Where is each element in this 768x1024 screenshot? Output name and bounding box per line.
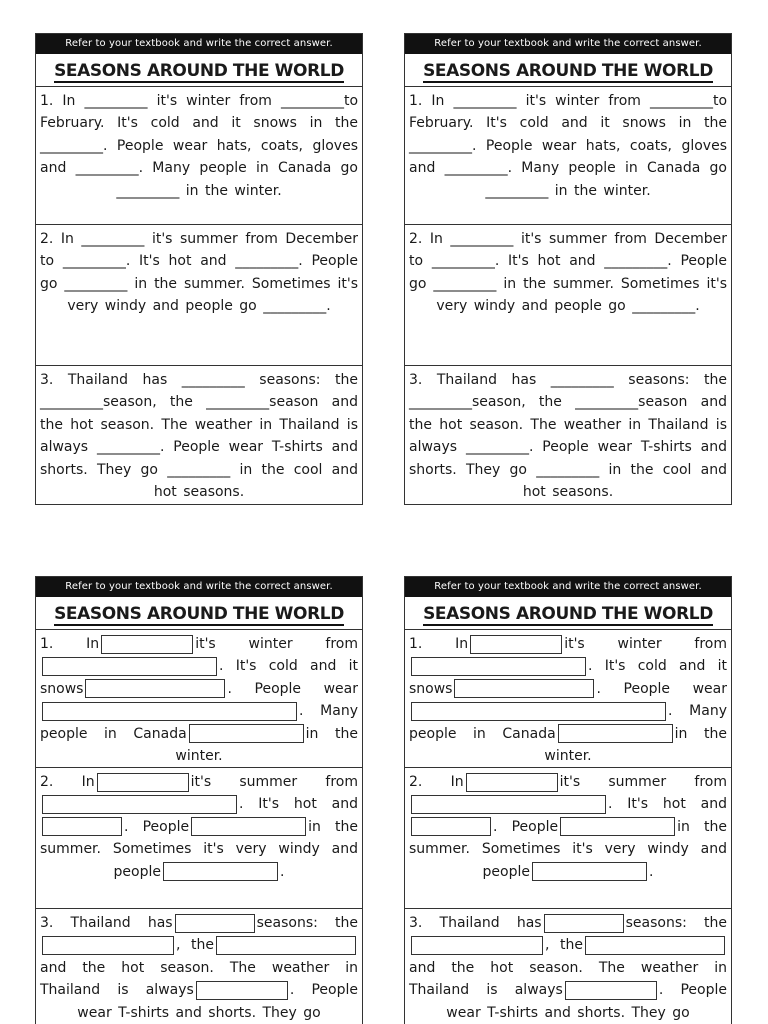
answer-box[interactable] (411, 657, 586, 676)
answer-blank[interactable]: _________ (550, 372, 614, 388)
answer-blank[interactable]: _________ (62, 253, 126, 270)
answer-blank[interactable]: _________ (536, 461, 600, 478)
worksheet-title: SEASONS AROUND THE WORLD (36, 54, 362, 87)
answer-blank[interactable]: _________ (409, 394, 472, 411)
worksheet-card-1 (35, 33, 363, 505)
answer-blank[interactable]: _________ (40, 137, 103, 154)
question-2: 2. In it's summer from . It's hot and . People in the summer. Sometimes it's very windy and people . (36, 768, 362, 909)
question-1: 1. In _________ it's winter from _________to February. It's cold and it snows in the _________. People wear hats, coats, gloves and _________. Many people in Canada go _________ in the winter. (405, 87, 731, 225)
answer-blank[interactable]: _________ (444, 160, 508, 177)
answer-box[interactable] (411, 702, 666, 721)
answer-box[interactable] (163, 862, 278, 881)
answer-blank[interactable]: _________ (649, 93, 713, 109)
answer-box[interactable] (454, 679, 594, 698)
answer-box[interactable] (101, 635, 193, 654)
answer-box[interactable] (470, 635, 562, 654)
answer-box[interactable] (42, 795, 237, 814)
answer-blank[interactable]: _________ (450, 231, 514, 247)
answer-blank[interactable]: _________ (75, 160, 139, 177)
answer-blank[interactable]: _________ (96, 439, 160, 456)
answer-blank[interactable]: _________ (206, 394, 270, 411)
question-1: 1. In _________ it's winter from _________to February. It's cold and it snows in the _________. People wear hats, coats, gloves and _________. Many people in Canada go _________ in the winter. (36, 87, 362, 225)
instruction-banner: Refer to your textbook and write the correct answer. (405, 577, 731, 597)
answer-box[interactable] (42, 817, 122, 836)
answer-box[interactable] (97, 773, 189, 792)
worksheet-title: SEASONS AROUND THE WORLD (405, 54, 731, 87)
question-1: 1. In it's winter from . It's cold and it snows . People wear . Many people in Canada in the winter. (36, 630, 362, 768)
answer-blank[interactable]: _________ (632, 298, 696, 315)
question-2: 2. In _________ it's summer from December to _________. It's hot and _________. People go _________ in the summer. Sometimes it's very windy and people go _________. (405, 225, 731, 366)
answer-box[interactable] (191, 817, 306, 836)
worksheet-card-3 (35, 576, 363, 1024)
worksheet-card-2 (404, 33, 732, 505)
answer-box[interactable] (42, 936, 174, 955)
answer-box[interactable] (565, 981, 657, 1000)
answer-blank[interactable]: _________ (235, 253, 299, 270)
question-3: 3. Thailand has seasons: the , the and the hot season. The weather in Thailand is always . People wear T-shirts and shorts. They go (409, 915, 727, 1021)
answer-box[interactable] (466, 773, 558, 792)
instruction-banner: Refer to your textbook and write the correct answer. (405, 34, 731, 54)
answer-box[interactable] (532, 862, 647, 881)
answer-box[interactable] (411, 936, 543, 955)
question-1: 1. In it's winter from . It's cold and it snows . People wear . Many people in Canada in the winter. (405, 630, 731, 768)
answer-blank[interactable]: _________ (453, 93, 517, 109)
answer-blank[interactable]: _________ (263, 298, 327, 315)
question-2: 2. In _________ it's summer from December to _________. It's hot and _________. People go _________ in the summer. Sometimes it's very windy and people go _________. (36, 225, 362, 366)
answer-box[interactable] (411, 817, 491, 836)
answer-box[interactable] (189, 724, 304, 743)
answer-box[interactable] (175, 914, 255, 933)
answer-box[interactable] (585, 936, 725, 955)
worksheet-card-4 (404, 576, 732, 1024)
answer-blank[interactable]: _________ (84, 93, 148, 109)
answer-box[interactable] (216, 936, 356, 955)
answer-box[interactable] (411, 795, 606, 814)
answer-blank[interactable]: _________ (280, 93, 344, 109)
answer-box[interactable] (85, 679, 225, 698)
answer-blank[interactable]: _________ (116, 182, 180, 199)
answer-blank[interactable]: _________ (604, 253, 668, 270)
answer-blank[interactable]: _________ (433, 275, 497, 292)
question-2: 2. In it's summer from . It's hot and . People in the summer. Sometimes it's very windy and people . (405, 768, 731, 909)
answer-blank[interactable]: _________ (485, 182, 549, 199)
answer-blank[interactable]: _________ (465, 439, 529, 456)
answer-blank[interactable]: _________ (40, 394, 103, 411)
answer-box[interactable] (558, 724, 673, 743)
answer-box[interactable] (42, 657, 217, 676)
instruction-banner: Refer to your textbook and write the correct answer. (36, 34, 362, 54)
answer-blank[interactable]: _________ (431, 253, 495, 270)
question-3: 3. Thailand has seasons: the , the and the hot season. The weather in Thailand is always . People wear T-shirts and shorts. They go (40, 915, 358, 1021)
answer-box[interactable] (544, 914, 624, 933)
answer-box[interactable] (42, 702, 297, 721)
answer-box[interactable] (196, 981, 288, 1000)
question-3: 3. Thailand has _________ seasons: the _________season, the _________season and the hot season. The weather in Thailand is always _________. People wear T-shirts and shorts. They go _________ in the cool and hot seasons. (40, 372, 359, 501)
instruction-banner: Refer to your textbook and write the correct answer. (36, 577, 362, 597)
answer-blank[interactable]: _________ (167, 461, 231, 478)
worksheet-title: SEASONS AROUND THE WORLD (405, 597, 731, 630)
answer-blank[interactable]: _________ (575, 394, 639, 411)
answer-blank[interactable]: _________ (409, 137, 472, 154)
answer-box[interactable] (560, 817, 675, 836)
answer-blank[interactable]: _________ (81, 231, 145, 247)
worksheet-title: SEASONS AROUND THE WORLD (36, 597, 362, 630)
answer-blank[interactable]: _________ (64, 275, 128, 292)
answer-blank[interactable]: _________ (181, 372, 245, 388)
question-3: 3. Thailand has _________ seasons: the _________season, the _________season and the hot season. The weather in Thailand is always _________. People wear T-shirts and shorts. They go _________ in the cool and hot seasons. (409, 372, 728, 501)
